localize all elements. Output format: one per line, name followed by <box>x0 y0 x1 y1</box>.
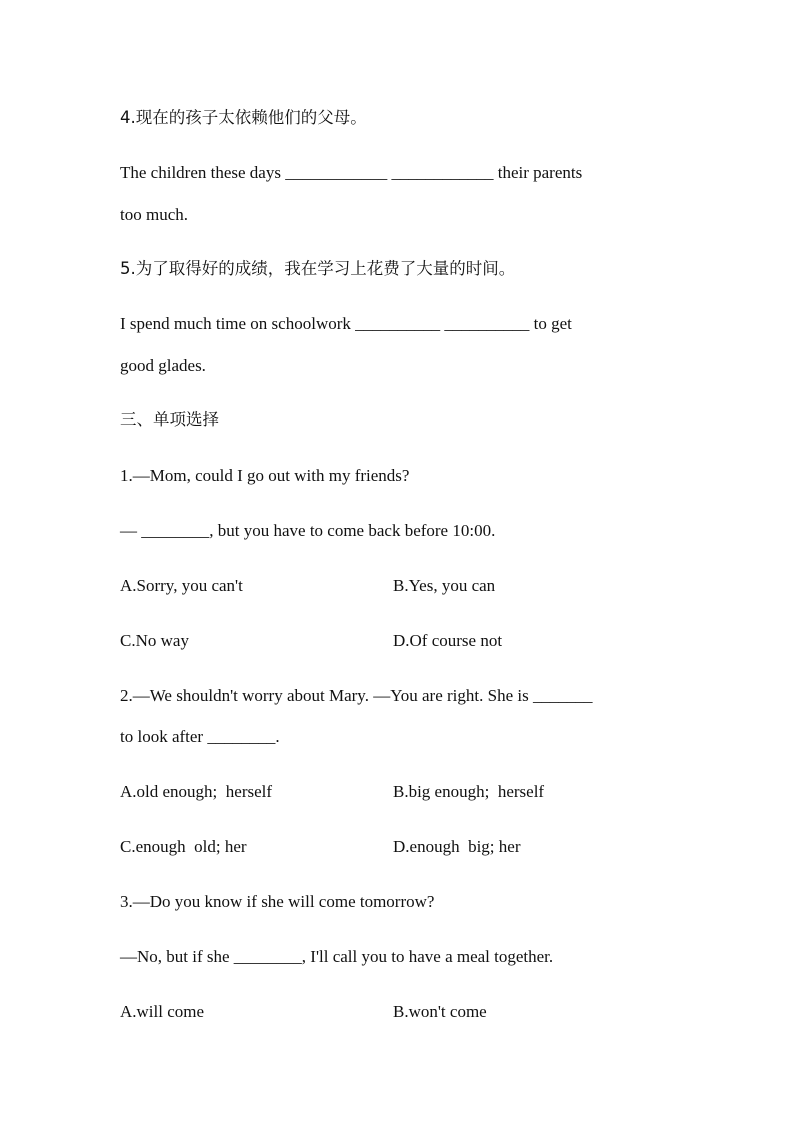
q3-stem-line-2: —No, but if she ________, I'll call you to have a meal together. <box>120 947 554 966</box>
q2-stem-line-2: to look after ________. <box>120 727 280 746</box>
q2-option-a: A.old enough; herself <box>120 782 273 801</box>
q3-option-b: B.won't come <box>393 1002 487 1021</box>
q2-option-c: C.enough old; her <box>120 837 247 856</box>
q1-option-c: C.No way <box>120 631 189 650</box>
q4-english-line-2: too much. <box>120 205 188 224</box>
q1-option-a: A.Sorry, you can't <box>120 576 243 595</box>
q3-stem-line-1: 3.—Do you know if she will come tomorrow? <box>120 892 435 911</box>
q5-chinese-prompt: 5.为了取得好的成绩，我在学习上花费了大量的时间。 <box>120 259 516 278</box>
q5-english-line-2: good glades. <box>120 356 206 375</box>
q2-stem-line-1: 2.—We shouldn't worry about Mary. —You are right. She is _______ <box>120 686 593 705</box>
section-heading: 三、单项选择 <box>120 410 219 429</box>
q3-option-a: A.will come <box>120 1002 205 1021</box>
q1-option-d: D.Of course not <box>393 631 503 650</box>
q1-option-b: B.Yes, you can <box>393 576 496 595</box>
q1-stem-line-2: — ________, but you have to come back before 10:00. <box>120 521 496 540</box>
q1-stem-line-1: 1.—Mom, could I go out with my friends? <box>120 466 410 485</box>
q4-chinese-prompt: 4.现在的孩子太依赖他们的父母。 <box>120 108 367 127</box>
q2-option-d: D.enough big; her <box>393 837 521 856</box>
q2-option-b: B.big enough; herself <box>393 782 545 801</box>
q4-english-line-1: The children these days ____________ ____________ their parents <box>120 163 583 182</box>
q5-english-line-1: I spend much time on schoolwork __________ __________ to get <box>120 314 572 333</box>
